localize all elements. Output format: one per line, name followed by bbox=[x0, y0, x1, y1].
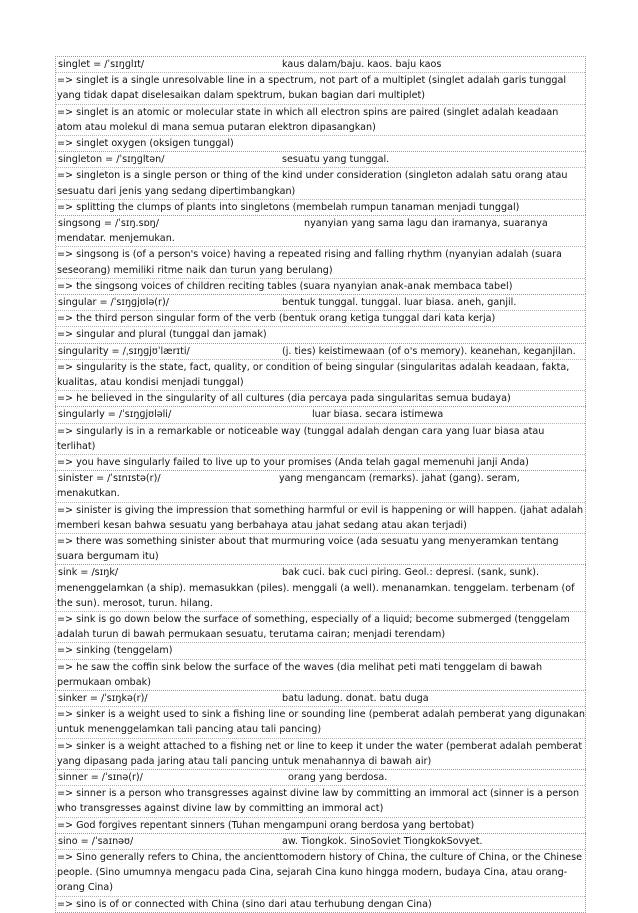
headword-pronunciation: singularly = /ˈsɪŋɡjʊləli/ bbox=[58, 409, 172, 421]
dictionary-entry bbox=[55, 690, 586, 769]
translation: (j. ties) keistimewaan (of o's memory). keanehan, keganjilan. bbox=[282, 345, 576, 357]
headword-pronunciation: singlet = /ˈsɪŋɡlɪt/ bbox=[58, 59, 145, 70]
entry-header bbox=[56, 471, 585, 502]
example-line: => singsong is (of a person's voice) having a repeated rising and falling rhythm (nyanyian adalah (suara seseorang) memiliki ritme naik dan turun yang berulang) bbox=[56, 247, 585, 278]
entry-header bbox=[56, 691, 585, 707]
example-line: => singular and plural (tunggal dan jamak) bbox=[57, 329, 267, 341]
entry-header bbox=[56, 57, 585, 73]
translation-continuation: mendatar. menjemukan. bbox=[57, 233, 175, 245]
entry-header bbox=[56, 770, 585, 786]
translation: bentuk tunggal. tunggal. luar biasa. aneh, ganjil. bbox=[282, 297, 517, 308]
headword-pronunciation: sinner = /ˈsɪnə(r)/ bbox=[58, 772, 143, 783]
example-line: => singularly is in a remarkable or noticeable way (tunggal adalah dengan cara yang luar biasa atau terlihat) bbox=[56, 424, 585, 455]
example-line: => singlet is an atomic or molecular state in which all electron spins are paired (singlet adalah keadaan atom atau molekul di mana semua putaran elektron dipasangkan) bbox=[56, 105, 585, 136]
translation: nyanyian yang sama lagu dan iramanya, suaranya bbox=[304, 218, 548, 229]
headword-pronunciation: singular = /ˈsɪŋɡjʊlə(r)/ bbox=[58, 297, 169, 308]
example-line: => the third person singular form of the verb (bentuk orang ketiga tunggal dari kata kerja) bbox=[56, 311, 585, 327]
headword-pronunciation: singsong = /ˈsɪŋ.sɒŋ/ bbox=[58, 218, 159, 229]
headword-pronunciation: singularity = /ˌsɪŋɡjʊˈlærɪti/ bbox=[58, 345, 190, 357]
example-line: => there was something sinister about that murmuring voice (ada sesuatu yang menyeramkan tentang suara bergumam itu) bbox=[57, 535, 559, 563]
translation: luar biasa. secara istimewa bbox=[312, 409, 444, 421]
example-line: => singularity is the state, fact, quality, or condition of being singular (singularitas adalah keadaan, fakta, kualitas, atau kondisi menjadi tunggal) bbox=[56, 360, 585, 391]
translation: sesuatu yang tunggal. bbox=[282, 154, 390, 166]
example-line: => sinner is a person who transgresses against divine law by committing an immoral act (sinner is a person who transgresses against divine law by committing an immoral act) bbox=[56, 786, 585, 817]
entry-header bbox=[56, 344, 585, 360]
example-line: => you have singularly failed to live up to your promises (Anda telah gagal memenuhi janji Anda) bbox=[57, 456, 529, 468]
dictionary-entry bbox=[55, 470, 586, 564]
entry-header bbox=[56, 407, 585, 423]
translation: kaus dalam/baju. kaos. baju kaos bbox=[282, 59, 442, 70]
translation-continuation: menenggelamkan (a ship). memasukkan (piles). menggali (a well). menanamkan. tenggelam. terbenam (of the sun). merosot, turun. hilang. bbox=[57, 582, 575, 609]
entry-header bbox=[56, 834, 585, 850]
dictionary-entry bbox=[55, 56, 586, 151]
example-line: => he saw the coffin sink below the surface of the waves (dia melihat peti mati tenggelam di bawah permukaan ombak) bbox=[57, 661, 543, 688]
entry-header bbox=[56, 216, 585, 247]
dictionary-page bbox=[55, 56, 586, 913]
translation: yang mengancam (remarks). jahat (gang). seram, bbox=[279, 473, 520, 485]
translation-continuation: menakutkan. bbox=[57, 488, 120, 500]
example-line: => singlet is a single unresolvable line in a spectrum, not part of a multiplet (singlet adalah garis tunggal yang tidak dapat diselesaikan dalam spektrum, bukan bagian dari multiplet) bbox=[56, 73, 585, 104]
dictionary-entry bbox=[55, 294, 586, 343]
dictionary-entry bbox=[55, 343, 586, 407]
dictionary-entry bbox=[55, 406, 586, 470]
entry-header bbox=[56, 295, 585, 311]
translation: bak cuci. bak cuci piring. Geol.: depresi. (sank, sunk). bbox=[282, 567, 540, 579]
headword-pronunciation: sinker = /ˈsɪŋkə(r)/ bbox=[58, 693, 148, 704]
dictionary-entry bbox=[55, 833, 586, 913]
entry-header bbox=[56, 152, 585, 168]
headword-pronunciation: sinister = /ˈsɪnɪstə(r)/ bbox=[58, 473, 161, 485]
example-line: => sink is go down below the surface of something, especially of a liquid; become submerged (tenggelam adalah turun di bawah permukaan sesuatu, terutama cairan; menjadi terendam) bbox=[56, 612, 585, 643]
example-line: => singleton is a single person or thing of the kind under consideration (singleton adalah satu orang atau sesuatu dari jenis yang sedang dipertimbangkan) bbox=[56, 168, 585, 199]
entry-header bbox=[56, 565, 585, 612]
headword-pronunciation: sink = /sɪŋk/ bbox=[58, 567, 119, 579]
example-line: => sinker is a weight attached to a fishing net or line to keep it under the water (pemberat adalah pemberat yang dipasang pada jaring atau tali pancing untuk menahannya di bawah air) bbox=[57, 740, 583, 767]
example-line: => he believed in the singularity of all cultures (dia percaya pada singularitas semua budaya) bbox=[57, 393, 511, 405]
example-line: => singlet oxygen (oksigen tunggal) bbox=[57, 138, 234, 149]
headword-pronunciation: sino = /ˈsaɪnəʊ/ bbox=[58, 835, 134, 847]
headword-pronunciation: singleton = /ˈsɪŋɡltən/ bbox=[58, 154, 165, 166]
translation: aw. Tiongkok. SinoSoviet TiongkokSovyet. bbox=[282, 835, 483, 847]
example-line: => splitting the clumps of plants into singletons (membelah rumpun tanaman menjadi tunggal) bbox=[57, 201, 520, 213]
example-line: => the singsong voices of children reciting tables (suara nyanyian anak-anak membaca tabel) bbox=[57, 280, 513, 292]
dictionary-entry bbox=[55, 564, 586, 690]
example-line: => sinking (tenggelam) bbox=[56, 643, 585, 659]
example-line: => Sino generally refers to China, the ancienttomodern history of China, the culture of China, or the Chinese people. (Sino umumnya mengacu pada Cina, sejarah Cina kuno hingga modern, budaya Cina, atau orang-orang Cina) bbox=[56, 850, 585, 897]
dictionary-entry bbox=[55, 769, 586, 833]
translation: orang yang berdosa. bbox=[288, 772, 388, 783]
example-line: => God forgives repentant sinners (Tuhan mengampuni orang berdosa yang bertobat) bbox=[57, 819, 475, 831]
example-line: => sinker is a weight used to sink a fishing line or sounding line (pemberat adalah pemberat yang digunakan untuk menenggelamkan tali pancing atau tali pancing) bbox=[56, 707, 585, 738]
example-line: => sino is of or connected with China (sino dari atau terhubung dengan Cina) bbox=[57, 898, 432, 910]
example-line: => sinister is giving the impression that something harmful or evil is happening or will happen. (jahat adalah memberi kesan bahwa sesuatu yang berbahaya atau jahat sedang atau akan terjadi) bbox=[56, 503, 585, 534]
dictionary-entry bbox=[55, 151, 586, 215]
translation: batu ladung. donat. batu duga bbox=[282, 693, 429, 704]
dictionary-entry bbox=[55, 215, 586, 294]
